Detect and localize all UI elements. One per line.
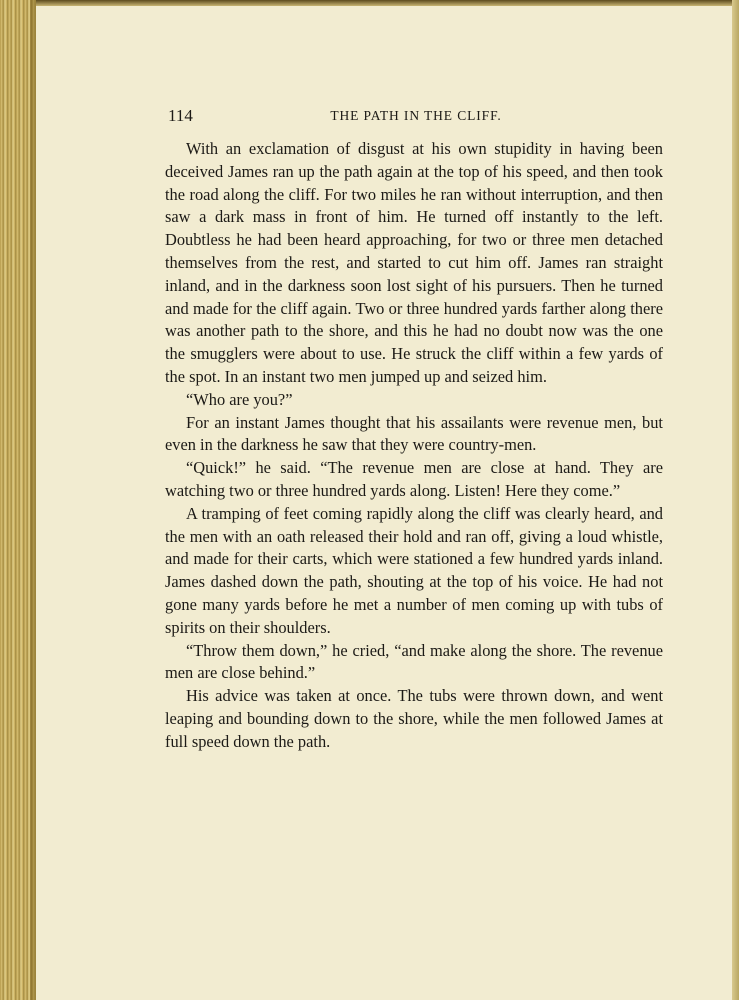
paragraph: “Throw them down,” he cried, “and make along the shore. The revenue men are close behind.” bbox=[165, 640, 663, 683]
paragraph: With an exclamation of disgust at his own stupidity in having been deceived James ran up the path again at the top of his speed, and then took the road along the cliff. For two miles he ran without interruption, and then saw a dark mass in front of him. He turned off instantly to the left. Doubtless he had been heard approaching, for two or three men detached themselves from the rest, and started to cut him off. James ran straight inland, and in the darkness soon lost sight of his pursuers. Then he turned and made for the cliff again. Two or three hundred yards farther along there was another path to the shore, and this he had no doubt now was the one the smugglers were about to use. He struck the cliff within a few yards of the spot. In an instant two men jumped up and seized him. bbox=[165, 139, 663, 386]
running-title: THE PATH IN THE CLIFF. bbox=[330, 108, 502, 123]
paragraph: “Quick!” he said. “The revenue men are close at hand. They are watching two or three hundred yards along. Listen! Here they come.” bbox=[165, 458, 663, 500]
paragraph: “Who are you?” bbox=[186, 389, 293, 409]
paragraph: For an instant James thought that his assailants were revenue men, but even in the darkness he saw that they were country-men. bbox=[165, 412, 663, 455]
paragraph: His advice was taken at once. The tubs were thrown down, and went leaping and bounding down to the shore, while the men followed James at full speed down the path. bbox=[165, 686, 663, 751]
body-text bbox=[165, 138, 663, 754]
page-right-edge bbox=[732, 0, 739, 1000]
page-number: 114 bbox=[168, 106, 193, 125]
page-header bbox=[168, 106, 664, 128]
paragraph: A tramping of feet coming rapidly along the cliff was clearly heard, and the men with an oath released their hold and ran off, giving a loud whistle, and made for their carts, which were stationed a few hundred yards inland. James dashed down the path, shouting at the top of his voice. He had not gone many yards before he met a number of men coming up with tubs of spirits on their shoulders. bbox=[165, 503, 663, 637]
